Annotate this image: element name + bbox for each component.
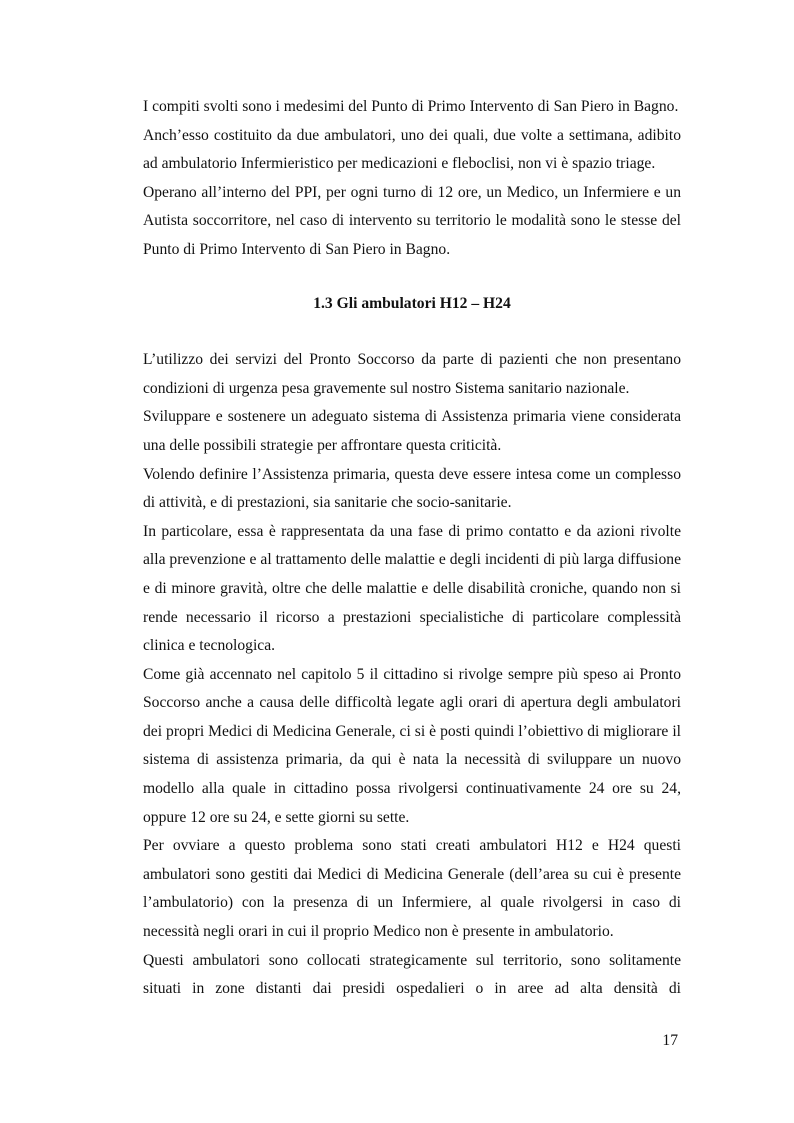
spacer (143, 318, 681, 346)
paragraph-collocazione: Questi ambulatori sono collocati strategicamente sul territorio, sono solitamente situati in zone distanti dai presidi ospedalieri o in aree ad alta densità di (143, 951, 681, 998)
paragraph-ppi-duties: I compiti svolti sono i medesimi del Punto di Primo Intervento di San Piero in Bagno. (143, 98, 679, 115)
paragraph-capitolo-5: Come già accennato nel capitolo 5 il cittadino si rivolge sempre più speso ai Pronto Soccorso anche a causa delle difficoltà legate agli orari di apertura degli ambulatori dei propri Medici di Medicina Generale, ci si è posti quindi l’obiettivo di migliorare il sistema di assistenza primaria, da qui è nata la necessità di sviluppare un nuovo modello alla quale in cittadino possa rivolgersi continuativamente 24 ore su 24, oppure 12 ore su 24, e sette giorni su sette. (143, 665, 681, 826)
paragraph-ambulatori-h12-h24: Per ovviare a questo problema sono stati creati ambulatori H12 e H24 questi ambulatori sono gestiti dai Medici di Medicina Generale (dell’area su cui è presente l’ambulatorio) con la presenza di un Infermiere, al quale rivolgersi in caso di necessità negli orari in cui il proprio Medico non è presente in ambulatorio. (143, 837, 681, 941)
paragraph-assistenza-primaria-definition: Volendo definire l’Assistenza primaria, questa deve essere intesa come un complesso di attività, e di prestazioni, sia sanitarie che socio-sanitarie. (143, 465, 681, 512)
spacer (143, 265, 681, 290)
page-body (143, 93, 681, 1004)
section-heading: 1.3 Gli ambulatori H12 – H24 (313, 294, 511, 312)
page-number: 17 (662, 1032, 678, 1049)
paragraph-primo-contatto: In particolare, essa è rappresentata da una fase di primo contatto e da azioni rivolte alla prevenzione e al trattamento delle malattie e degli incidenti di più larga diffusione e di minore gravità, oltre che delle malattie e delle disabilità croniche, quando non si rende necessario il ricorso a prestazioni specialistiche di particolare complessità clinica e tecnologica. (143, 522, 681, 655)
paragraph-pronto-soccorso-use: L’utilizzo dei servizi del Pronto Soccorso da parte di pazienti che non presentano condizioni di urgenza pesa gravemente sul nostro Sistema sanitario nazionale. (143, 351, 681, 397)
paragraph-ppi-ambulatori: Anch’esso costituito da due ambulatori, uno dei quali, due volte a settimana, adibito ad ambulatorio Infermieristico per medicazioni e fleboclisi, non vi è spazio triage. (143, 126, 681, 173)
paragraph-assistenza-primaria-strategy: Sviluppare e sostenere un adeguato sistema di Assistenza primaria viene considerata una delle possibili strategie per affrontare questa criticità. (143, 408, 681, 454)
paragraph-ppi-staff: Operano all’interno del PPI, per ogni turno di 12 ore, un Medico, un Infermiere e un Autista soccorritore, nel caso di intervento su territorio le modalità sono le stesse del Punto di Primo Intervento di San Piero in Bagno. (143, 183, 681, 258)
